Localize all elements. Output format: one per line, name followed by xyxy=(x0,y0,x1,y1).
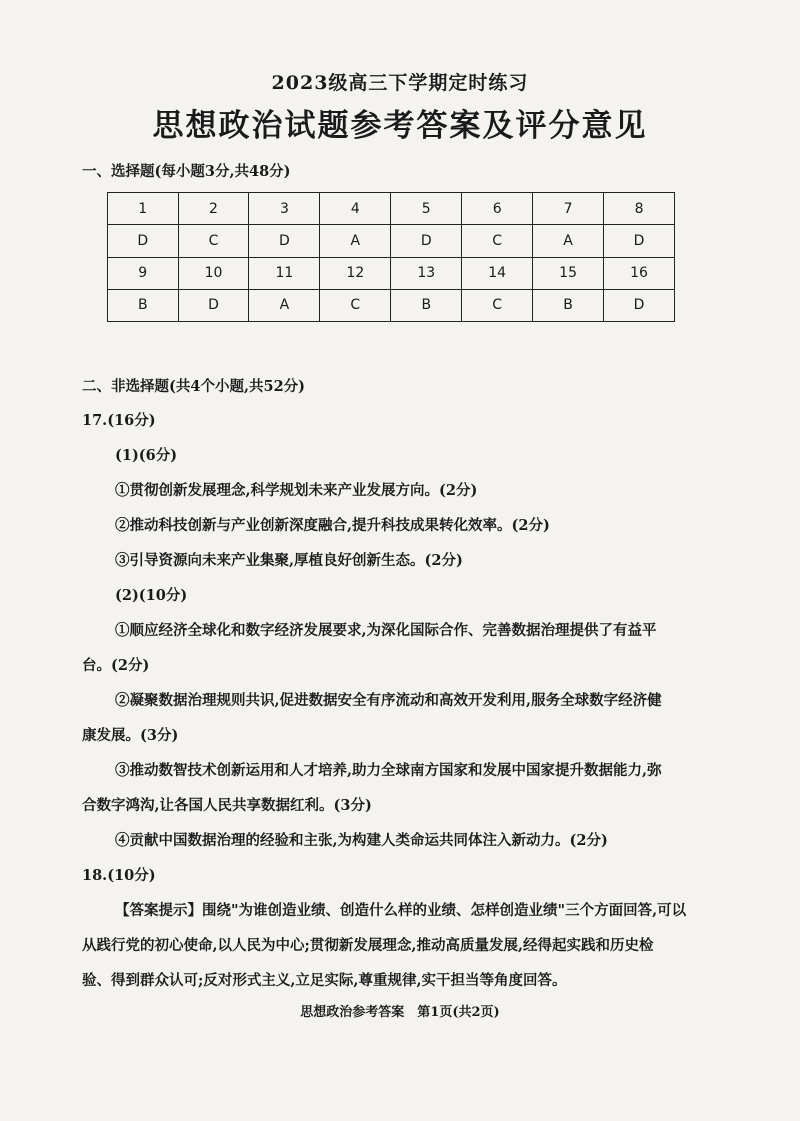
question-number-cell: 4 xyxy=(320,193,391,225)
answer-cell: D xyxy=(604,225,675,257)
answer-table xyxy=(107,192,675,322)
q17-part2-item3-line2: 合数字鸿沟,让各国人民共享数据红利。(3分) xyxy=(82,797,372,814)
question-number-cell: 13 xyxy=(391,257,462,289)
answer-cell: D xyxy=(178,289,249,321)
question-number-cell: 11 xyxy=(249,257,320,289)
answer-table-row xyxy=(108,225,675,257)
question-number-cell: 2 xyxy=(178,193,249,225)
question-number-cell: 15 xyxy=(533,257,604,289)
answer-cell: D xyxy=(108,225,179,257)
section1-heading: 一、选择题(每小题3分,共48分) xyxy=(82,163,291,180)
q17-part2-item1-line2: 台。(2分) xyxy=(82,657,150,674)
question-number-cell: 12 xyxy=(320,257,391,289)
answer-cell: B xyxy=(108,289,179,321)
section2-heading: 二、非选择题(共4个小题,共52分) xyxy=(82,378,306,395)
q18-answer-line3: 验、得到群众认可;反对形式主义,立足实际,尊重规律,实干担当等角度回答。 xyxy=(82,972,567,989)
answer-table-row xyxy=(108,193,675,225)
q18-label: 18.(10分) xyxy=(82,867,156,884)
question-number-cell: 14 xyxy=(462,257,533,289)
question-number-cell: 3 xyxy=(249,193,320,225)
q17-part2-label: (2)(10分) xyxy=(115,587,188,604)
q17-part1-label: (1)(6分) xyxy=(115,447,178,464)
question-number-cell: 7 xyxy=(533,193,604,225)
question-number-cell: 8 xyxy=(604,193,675,225)
q17-part2-item1-line1: ①顺应经济全球化和数字经济发展要求,为深化国际合作、完善数据治理提供了有益平 xyxy=(115,622,657,639)
q17-part1-item: ②推动科技创新与产业创新深度融合,提升科技成果转化效率。(2分) xyxy=(115,517,550,534)
q17-part2-item4: ④贡献中国数据治理的经验和主张,为构建人类命运共同体注入新动力。(2分) xyxy=(115,832,608,849)
answer-table-row xyxy=(108,257,675,289)
q17-label: 17.(16分) xyxy=(82,412,156,429)
q17-part2-item2-line2: 康发展。(3分) xyxy=(82,727,179,744)
question-number-cell: 9 xyxy=(108,257,179,289)
answer-cell: C xyxy=(320,289,391,321)
question-number-cell: 6 xyxy=(462,193,533,225)
page-title: 思想政治试题参考答案及评分意见 xyxy=(152,108,648,144)
answer-cell: D xyxy=(391,225,462,257)
answer-cell: D xyxy=(249,225,320,257)
q18-answer-line2: 从践行党的初心使命,以人民为中心;贯彻新发展理念,推动高质量发展,经得起实践和历史检 xyxy=(82,937,654,954)
question-number-cell: 1 xyxy=(108,193,179,225)
answer-cell: B xyxy=(391,289,462,321)
question-number-cell: 5 xyxy=(391,193,462,225)
answer-cell: A xyxy=(533,225,604,257)
page-footer: 思想政治参考答案 第1页(共2页) xyxy=(300,1005,500,1020)
answer-table-row xyxy=(108,289,675,321)
answer-cell: C xyxy=(462,289,533,321)
q17-part1-item: ①贯彻创新发展理念,科学规划未来产业发展方向。(2分) xyxy=(115,482,478,499)
q17-part1-item: ③引导资源向未来产业集聚,厚植良好创新生态。(2分) xyxy=(115,552,463,569)
q18-answer-line1: 【答案提示】围绕"为谁创造业绩、创造什么样的业绩、怎样创造业绩"三个方面回答,可以 xyxy=(115,902,687,919)
answer-cell: B xyxy=(533,289,604,321)
question-number-cell: 16 xyxy=(604,257,675,289)
q17-part2-item2-line1: ②凝聚数据治理规则共识,促进数据安全有序流动和高效开发利用,服务全球数字经济健 xyxy=(115,692,662,709)
question-number-cell: 10 xyxy=(178,257,249,289)
answer-cell: A xyxy=(249,289,320,321)
exam-subtitle: 2023级高三下学期定时练习 xyxy=(271,72,529,94)
answer-cell: A xyxy=(320,225,391,257)
answer-cell: C xyxy=(462,225,533,257)
q17-part2-item3-line1: ③推动数智技术创新运用和人才培养,助力全球南方国家和发展中国家提升数据能力,弥 xyxy=(115,762,662,779)
answer-cell: D xyxy=(604,289,675,321)
answer-cell: C xyxy=(178,225,249,257)
